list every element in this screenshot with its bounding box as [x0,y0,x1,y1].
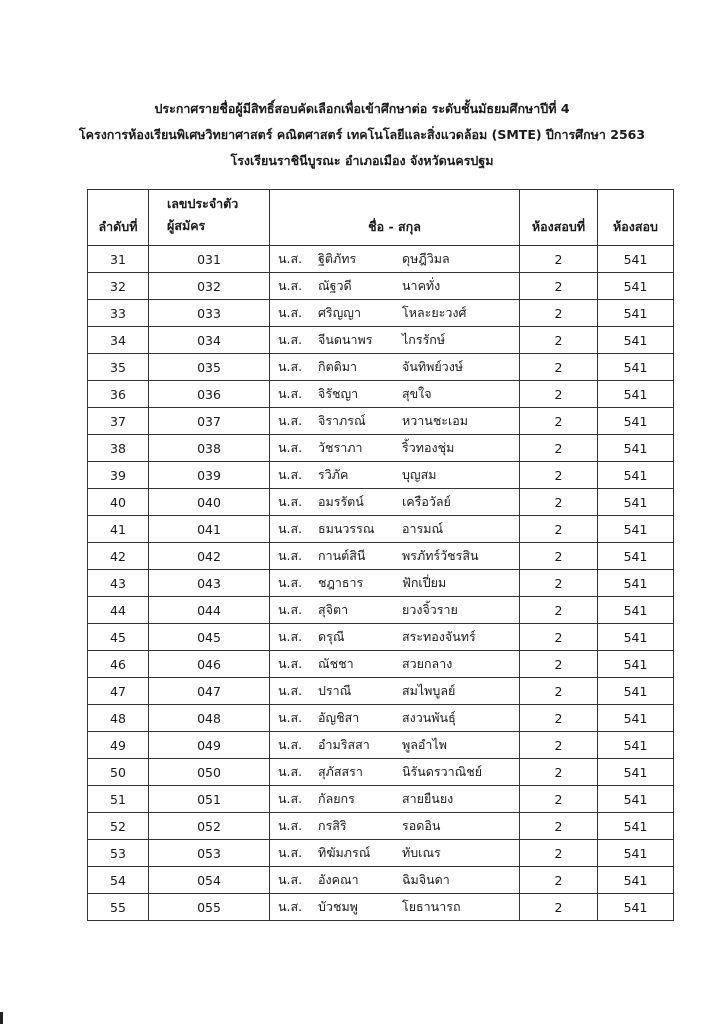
cell-seq: 46 [88,651,149,678]
cell-room: 541 [598,813,674,840]
cell-applicant-id: 047 [149,678,270,705]
name-prefix: น.ส. [278,683,303,698]
cell-applicant-id: 053 [149,840,270,867]
table-row [88,489,674,516]
cell-applicant-id: 037 [149,408,270,435]
cell-name [270,516,520,543]
cell-seq: 52 [88,813,149,840]
first-name: กรสิริ [318,818,347,833]
name-group [270,870,519,890]
cell-name [270,651,520,678]
cell-applicant-id: 034 [149,327,270,354]
first-name: บัวชมพู [318,899,358,914]
first-name: จีนดนาพร [318,332,373,347]
first-name: ธมนวรรณ [318,521,375,536]
last-name: ริ้วทองชุ่ม [402,440,455,455]
name-group [270,843,519,863]
last-name: สระทองจันทร์ [402,629,476,644]
cell-room: 541 [598,354,674,381]
table-row [88,408,674,435]
cell-name [270,732,520,759]
cell-applicant-id: 045 [149,624,270,651]
name-prefix: น.ส. [278,521,303,536]
last-name: จันทิพย์วงษ์ [402,359,464,374]
name-prefix: น.ส. [278,440,303,455]
name-prefix: น.ส. [278,818,303,833]
name-group [270,762,519,782]
cell-name [270,489,520,516]
name-prefix: น.ส. [278,602,303,617]
first-name: อัญชิสา [318,710,360,725]
first-name: ชฎาธาร [318,575,364,590]
cell-room: 541 [598,732,674,759]
cell-exam-room-no: 2 [520,624,598,651]
column-header-name: ชื่อ - สกุล [270,190,520,246]
cell-seq: 50 [88,759,149,786]
first-name: กานต์สินี [318,548,366,563]
cell-exam-room-no: 2 [520,813,598,840]
cell-seq: 37 [88,408,149,435]
table-row [88,678,674,705]
last-name: สายยืนยง [402,791,454,806]
cell-seq: 33 [88,300,149,327]
name-group [270,600,519,620]
cell-exam-room-no: 2 [520,678,598,705]
cell-name [270,624,520,651]
first-name: สุภัสสรา [318,764,363,779]
cell-applicant-id: 039 [149,462,270,489]
name-group [270,492,519,512]
column-header-applicant-id [149,190,270,246]
cell-room: 541 [598,624,674,651]
cell-name [270,381,520,408]
column-header-exam-room-no: ห้องสอบที่ [520,190,598,246]
first-name: ทิฆัมภรณ์ [318,845,371,860]
last-name: ทับเณร [402,845,441,860]
last-name: ฉิมจินดา [402,872,450,887]
name-prefix: น.ส. [278,656,303,671]
cell-seq: 42 [88,543,149,570]
name-group [270,573,519,593]
cell-seq: 32 [88,273,149,300]
name-group [270,816,519,836]
table-row [88,597,674,624]
name-prefix: น.ส. [278,764,303,779]
table-row [88,624,674,651]
first-name: กิตติมา [318,359,358,374]
first-name: ดรุณี [318,629,345,644]
cell-applicant-id: 049 [149,732,270,759]
first-name: อังคณา [318,872,359,887]
cell-name [270,543,520,570]
last-name: หวานชะเอม [402,413,469,428]
cell-exam-room-no: 2 [520,705,598,732]
cell-seq: 43 [88,570,149,597]
name-prefix: น.ส. [278,494,303,509]
header-line-1: ประกาศรายชื่อผู้มีสิทธิ์สอบคัดเลือกเพื่อเข้าศึกษาต่อ ระดับชั้นมัธยมศึกษาปีที่ 4 [154,101,570,116]
cell-exam-room-no: 2 [520,543,598,570]
cell-room: 541 [598,651,674,678]
table-header-row [88,190,674,246]
name-group [270,249,519,269]
table-row [88,327,674,354]
cell-room: 541 [598,408,674,435]
cell-seq: 55 [88,894,149,921]
name-group [270,438,519,458]
table-row [88,705,674,732]
table-row [88,354,674,381]
cell-applicant-id: 033 [149,300,270,327]
first-name: อมรรัตน์ [318,494,364,509]
cell-name [270,435,520,462]
cell-name [270,813,520,840]
cell-name [270,246,520,273]
table-row [88,273,674,300]
name-group [270,330,519,350]
cell-applicant-id: 054 [149,867,270,894]
scan-edge-mark [0,1012,3,1024]
cell-applicant-id: 035 [149,354,270,381]
cell-exam-room-no: 2 [520,489,598,516]
cell-applicant-id: 044 [149,597,270,624]
table-row [88,246,674,273]
table-row [88,786,674,813]
name-group [270,519,519,539]
cell-name [270,354,520,381]
cell-exam-room-no: 2 [520,840,598,867]
cell-seq: 51 [88,786,149,813]
name-group [270,897,519,917]
name-group [270,654,519,674]
cell-exam-room-no: 2 [520,327,598,354]
name-prefix: น.ส. [278,899,303,914]
first-name: ปราณี [318,683,352,698]
cell-room: 541 [598,300,674,327]
cell-exam-room-no: 2 [520,516,598,543]
name-group [270,789,519,809]
cell-room: 541 [598,786,674,813]
table-row [88,516,674,543]
cell-seq: 35 [88,354,149,381]
table-row [88,867,674,894]
table-body [88,246,674,921]
table-row [88,462,674,489]
cell-seq: 54 [88,867,149,894]
last-name: พูลอำไพ [402,737,447,752]
cell-applicant-id: 032 [149,273,270,300]
cell-exam-room-no: 2 [520,786,598,813]
name-prefix: น.ส. [278,872,303,887]
last-name: นาคทั่ง [402,278,441,293]
first-name: จิรัชญา [318,386,359,401]
name-prefix: น.ส. [278,791,303,806]
cell-seq: 36 [88,381,149,408]
name-prefix: น.ส. [278,548,303,563]
cell-room: 541 [598,759,674,786]
name-group [270,735,519,755]
first-name: จิราภรณ์ [318,413,366,428]
cell-name [270,840,520,867]
cell-seq: 47 [88,678,149,705]
name-group [270,465,519,485]
name-prefix: น.ส. [278,710,303,725]
cell-room: 541 [598,840,674,867]
cell-seq: 44 [88,597,149,624]
cell-seq: 49 [88,732,149,759]
cell-name [270,705,520,732]
last-name: ฟักเปี่ยม [402,575,447,590]
last-name: สุขใจ [402,386,432,401]
cell-exam-room-no: 2 [520,273,598,300]
cell-seq: 31 [88,246,149,273]
cell-seq: 41 [88,516,149,543]
table-row [88,381,674,408]
cell-name [270,759,520,786]
name-group [270,303,519,323]
name-group [270,384,519,404]
cell-applicant-id: 051 [149,786,270,813]
cell-room: 541 [598,543,674,570]
table-row [88,300,674,327]
cell-applicant-id: 050 [149,759,270,786]
name-prefix: น.ส. [278,332,303,347]
cell-applicant-id: 043 [149,570,270,597]
name-prefix: น.ส. [278,305,303,320]
last-name: สวยกลาง [402,656,453,671]
cell-room: 541 [598,705,674,732]
name-group [270,276,519,296]
cell-name [270,786,520,813]
last-name: สมไพบูลย์ [402,683,456,698]
name-group [270,681,519,701]
cell-exam-room-no: 2 [520,435,598,462]
name-prefix: น.ส. [278,845,303,860]
cell-exam-room-no: 2 [520,381,598,408]
table-row [88,651,674,678]
name-prefix: น.ส. [278,737,303,752]
cell-name [270,462,520,489]
last-name: รอดอิน [402,818,441,833]
cell-exam-room-no: 2 [520,570,598,597]
cell-seq: 48 [88,705,149,732]
table-row [88,840,674,867]
cell-room: 541 [598,327,674,354]
cell-room: 541 [598,678,674,705]
table-row [88,894,674,921]
name-group [270,411,519,431]
first-name: ณัชชา [318,656,354,671]
table-row [88,813,674,840]
candidate-table [87,189,674,921]
cell-applicant-id: 040 [149,489,270,516]
first-name: สุจิตา [318,602,349,617]
name-prefix: น.ส. [278,251,303,266]
cell-exam-room-no: 2 [520,597,598,624]
cell-exam-room-no: 2 [520,867,598,894]
cell-seq: 39 [88,462,149,489]
last-name: ยวงจิ้วราย [402,602,458,617]
cell-room: 541 [598,462,674,489]
cell-room: 541 [598,381,674,408]
last-name: โยธานารถ [402,899,461,914]
name-prefix: น.ส. [278,413,303,428]
name-group [270,357,519,377]
name-prefix: น.ส. [278,359,303,374]
cell-room: 541 [598,570,674,597]
cell-applicant-id: 046 [149,651,270,678]
cell-applicant-id: 041 [149,516,270,543]
cell-name [270,678,520,705]
cell-room: 541 [598,597,674,624]
last-name: ไกรรักษ์ [402,332,446,347]
cell-applicant-id: 036 [149,381,270,408]
first-name: กัลยกร [318,791,355,806]
cell-room: 541 [598,894,674,921]
first-name: รวิภัค [318,467,349,482]
table-row [88,435,674,462]
last-name: ดุษฎีวิมล [402,251,450,266]
cell-exam-room-no: 2 [520,246,598,273]
cell-name [270,300,520,327]
cell-exam-room-no: 2 [520,732,598,759]
cell-name [270,570,520,597]
name-prefix: น.ส. [278,278,303,293]
cell-name [270,327,520,354]
cell-exam-room-no: 2 [520,408,598,435]
last-name: สงวนพันธุ์ [402,710,456,725]
cell-room: 541 [598,516,674,543]
cell-room: 541 [598,273,674,300]
name-group [270,708,519,728]
last-name: โหละยะวงศ์ [402,305,467,320]
table-row [88,543,674,570]
announcement-header [0,96,724,174]
cell-exam-room-no: 2 [520,651,598,678]
cell-applicant-id: 048 [149,705,270,732]
cell-exam-room-no: 2 [520,300,598,327]
cell-seq: 40 [88,489,149,516]
cell-name [270,597,520,624]
cell-seq: 34 [88,327,149,354]
table-row [88,732,674,759]
cell-name [270,867,520,894]
cell-room: 541 [598,867,674,894]
column-header-applicant-id-line1: เลขประจำตัว [167,196,239,211]
column-header-applicant-id-line2: ผู้สมัคร [167,218,206,233]
cell-exam-room-no: 2 [520,759,598,786]
column-header-seq: ลำดับที่ [88,190,149,246]
name-group [270,627,519,647]
cell-applicant-id: 055 [149,894,270,921]
cell-exam-room-no: 2 [520,462,598,489]
name-group [270,546,519,566]
last-name: พรภัทร์วัชรสิน [402,548,479,563]
first-name: ศริญญา [318,305,361,320]
header-line-3: โรงเรียนราชินีบูรณะ อำเภอเมือง จังหวัดนครปฐม [230,153,494,168]
cell-exam-room-no: 2 [520,894,598,921]
cell-room: 541 [598,489,674,516]
first-name: อำมริสสา [318,737,370,752]
cell-seq: 45 [88,624,149,651]
name-prefix: น.ส. [278,386,303,401]
cell-seq: 53 [88,840,149,867]
first-name: วัชราภา [318,440,363,455]
first-name: ณัฐวดี [318,278,352,293]
name-prefix: น.ส. [278,467,303,482]
last-name: อารมณ์ [402,521,444,536]
last-name: นิรันดรวาณิชย์ [402,764,483,779]
cell-applicant-id: 052 [149,813,270,840]
cell-applicant-id: 038 [149,435,270,462]
table-row [88,570,674,597]
cell-exam-room-no: 2 [520,354,598,381]
table-row [88,759,674,786]
first-name: ฐิติภัทร [318,251,357,266]
cell-seq: 38 [88,435,149,462]
column-header-room: ห้องสอบ [598,190,674,246]
cell-name [270,894,520,921]
cell-applicant-id: 042 [149,543,270,570]
cell-applicant-id: 031 [149,246,270,273]
name-prefix: น.ส. [278,629,303,644]
cell-name [270,408,520,435]
cell-room: 541 [598,435,674,462]
cell-room: 541 [598,246,674,273]
last-name: บุญสม [402,467,437,482]
name-prefix: น.ส. [278,575,303,590]
header-line-2: โครงการห้องเรียนพิเศษวิทยาศาสตร์ คณิตศาสตร์ เทคโนโลยีและสิ่งแวดล้อม (SMTE) ปีการศึกษา 2563 [78,127,646,142]
last-name: เครือวัลย์ [402,494,451,509]
cell-name [270,273,520,300]
